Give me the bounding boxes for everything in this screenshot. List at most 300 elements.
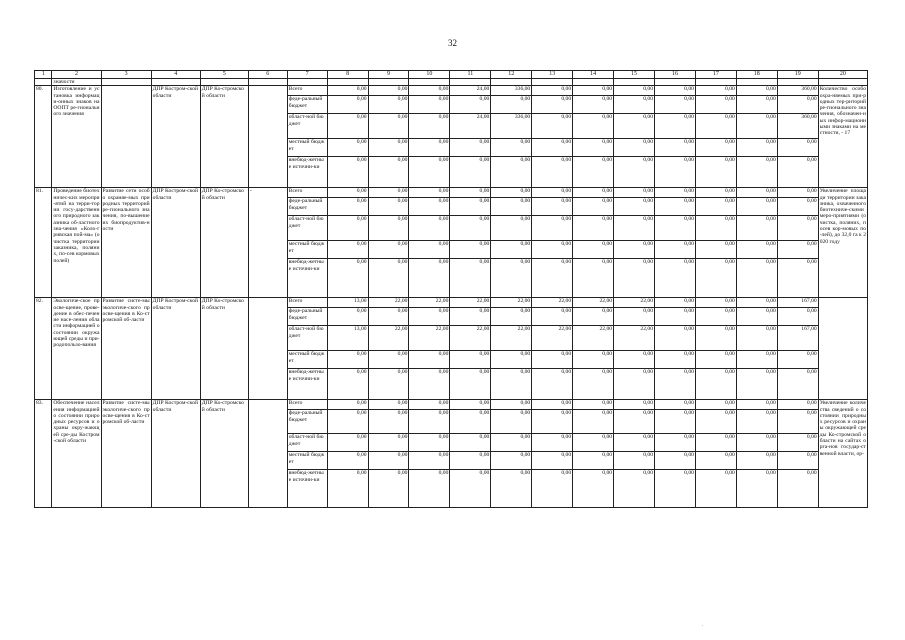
amount-cell: 0,00 [695, 369, 736, 400]
amount-cell: 0,00 [695, 216, 736, 241]
continuation-blank [655, 79, 696, 86]
funding-source: местный бюджет [287, 452, 327, 470]
amount-cell: 0,00 [736, 400, 777, 410]
amount-cell: 0,00 [491, 157, 532, 188]
co-executor: ДПР Ко-стромской области [200, 188, 248, 298]
amount-cell: 0,00 [573, 198, 614, 216]
executor: ДПР Костром-ской области [151, 298, 200, 400]
measure-name: Проведение биотехничес-ких меропри-ятий на терри-тории госу-дарственного природного заказника об-ластного зна-чения «Коло-гривская пой-ма» (очистка территории заказника, поляних, по-сев кормовых полей) [52, 188, 101, 298]
amount-cell: 0,00 [573, 259, 614, 298]
funding-source: област-ной бюджет [287, 114, 327, 139]
amount-cell: 0,00 [655, 351, 696, 369]
amount-cell: 0,00 [573, 410, 614, 434]
continuation-blank [818, 79, 867, 86]
amount-cell: 0,00 [695, 298, 736, 308]
amount-cell: 0,00 [655, 298, 696, 308]
funding-source: феде-ральный бюджет [287, 410, 327, 434]
amount-cell: 13,00 [327, 298, 368, 308]
column-6-cell: - [248, 188, 287, 298]
amount-cell: 0,00 [777, 351, 818, 369]
amount-cell: 22,00 [409, 298, 450, 308]
amount-cell: 0,00 [368, 139, 409, 157]
amount-cell: 0,00 [573, 308, 614, 326]
column-6-cell [248, 298, 287, 400]
funding-source: внебюд-жетные источни-ки [287, 259, 327, 298]
amount-cell: 22,00 [614, 298, 655, 308]
amount-cell: 0,00 [491, 434, 532, 452]
header-cell: 12 [491, 71, 532, 79]
row-number: 82. [35, 298, 52, 400]
amount-cell: 0,00 [655, 96, 696, 114]
amount-cell: 0,00 [327, 369, 368, 400]
amount-cell: 0,00 [573, 434, 614, 452]
funding-source: Всего [287, 298, 327, 308]
amount-cell: 0,00 [655, 308, 696, 326]
amount-cell: 0,00 [777, 470, 818, 508]
amount-cell: 0,00 [491, 198, 532, 216]
amount-cell: 24,00 [450, 86, 491, 96]
amount-cell: 0,00 [491, 351, 532, 369]
amount-cell: 0,00 [573, 369, 614, 400]
amount-cell: 0,00 [491, 369, 532, 400]
amount-cell: 0,00 [368, 351, 409, 369]
amount-cell: 0,00 [491, 410, 532, 434]
amount-cell: 0,00 [450, 308, 491, 326]
amount-cell: 0,00 [573, 400, 614, 410]
amount-cell: 0,00 [532, 410, 573, 434]
amount-cell: 0,00 [573, 216, 614, 241]
amount-cell: 0,00 [614, 369, 655, 400]
header-cell: 8 [327, 71, 368, 79]
co-executor: ДПР Ко-стромской области [200, 298, 248, 400]
continuation-blank [409, 79, 450, 86]
amount-cell: 0,00 [695, 139, 736, 157]
amount-cell: 0,00 [655, 452, 696, 470]
amount-cell: 0,00 [491, 259, 532, 298]
amount-cell: 0,00 [695, 114, 736, 139]
amount-cell: 0,00 [491, 241, 532, 259]
amount-cell: 0,00 [736, 452, 777, 470]
funding-source: област-ной бюджет [287, 434, 327, 452]
amount-cell: 0,00 [695, 434, 736, 452]
amount-cell: 0,00 [450, 157, 491, 188]
amount-cell: 0,00 [532, 198, 573, 216]
continuation-blank [35, 79, 52, 86]
amount-cell: 0,00 [532, 452, 573, 470]
budget-table [34, 70, 868, 508]
amount-cell: 0,00 [736, 198, 777, 216]
amount-cell: 0,00 [532, 434, 573, 452]
funding-source: област-ной бюджет [287, 216, 327, 241]
amount-cell: 0,00 [614, 470, 655, 508]
expected-result: Количество особо охра-няемых при-родных тер-риторий ре-гионального значения, обозначен-ных инфор-мационными знаками на местности, - 17 [818, 86, 867, 188]
amount-cell: 0,00 [695, 400, 736, 410]
amount-cell: 22,00 [532, 298, 573, 308]
row-number: 80. [35, 86, 52, 188]
amount-cell: 0,00 [409, 351, 450, 369]
co-executor: ДПР Ко-стромской области [200, 400, 248, 508]
amount-cell: 0,00 [368, 452, 409, 470]
expected-result: Увеличение количества сведений о состоянии природных ресурсов и охраны окружающей среды Ко-стромской области на сайтах орга-нов государ-ственной власти, ор- [818, 400, 867, 508]
amount-cell: 0,00 [491, 308, 532, 326]
header-cell: 18 [736, 71, 777, 79]
header-cell: 14 [573, 71, 614, 79]
amount-cell: 0,00 [614, 308, 655, 326]
amount-cell: 0,00 [327, 400, 368, 410]
amount-cell: 0,00 [450, 241, 491, 259]
amount-cell: 0,00 [736, 157, 777, 188]
amount-cell: 0,00 [368, 400, 409, 410]
header-cell: 3 [101, 71, 151, 79]
amount-cell: 0,00 [532, 216, 573, 241]
amount-cell: 0,00 [614, 198, 655, 216]
amount-cell: 0,00 [614, 410, 655, 434]
amount-cell: 0,00 [736, 351, 777, 369]
continuation-blank [573, 79, 614, 86]
measure-name: Обеспечение населения информацией о состоянии природных ресурсов и охраны окру-жающей сре-ды Костром-ской области [52, 400, 101, 508]
amount-cell: 22,00 [368, 326, 409, 351]
amount-cell: 0,00 [736, 470, 777, 508]
amount-cell: 22,00 [491, 298, 532, 308]
amount-cell: 0,00 [327, 410, 368, 434]
amount-cell: 0,00 [327, 114, 368, 139]
amount-cell: 0,00 [532, 157, 573, 188]
amount-cell: 0,00 [777, 96, 818, 114]
amount-cell: 0,00 [450, 96, 491, 114]
continuation-blank [736, 79, 777, 86]
amount-cell: 0,00 [736, 326, 777, 351]
header-cell: 19 [777, 71, 818, 79]
amount-cell: 0,00 [409, 96, 450, 114]
amount-cell: 0,00 [409, 452, 450, 470]
amount-cell: 0,00 [327, 308, 368, 326]
header-cell: 6 [248, 71, 287, 79]
amount-cell: 0,00 [532, 86, 573, 96]
header-cell: 7 [287, 71, 327, 79]
amount-cell: 0,00 [695, 326, 736, 351]
amount-cell: 0,00 [532, 400, 573, 410]
amount-cell: 0,00 [655, 241, 696, 259]
amount-cell: 0,00 [409, 198, 450, 216]
amount-cell: 0,00 [327, 259, 368, 298]
funding-source: внебюд-жетные источни-ки [287, 470, 327, 508]
amount-cell: 0,00 [614, 188, 655, 198]
header-cell: 16 [655, 71, 696, 79]
amount-cell: 22,00 [450, 326, 491, 351]
header-cell: 4 [151, 71, 200, 79]
amount-cell: 0,00 [532, 470, 573, 508]
amount-cell: 0,00 [450, 259, 491, 298]
amount-cell: 0,00 [368, 369, 409, 400]
expected-result [818, 298, 867, 400]
scan-mark: . [702, 623, 704, 628]
amount-cell: 0,00 [368, 157, 409, 188]
table-row [35, 298, 868, 308]
amount-cell: 0,00 [614, 351, 655, 369]
executor: ДПР Костром-ской области [151, 400, 200, 508]
executor: ДПР Костром-ской области [151, 86, 200, 188]
amount-cell: 0,00 [491, 139, 532, 157]
amount-cell: 0,00 [614, 139, 655, 157]
amount-cell: 0,00 [736, 188, 777, 198]
amount-cell: 0,00 [450, 452, 491, 470]
amount-cell: 0,00 [777, 259, 818, 298]
header-cell: 13 [532, 71, 573, 79]
amount-cell: 0,00 [327, 452, 368, 470]
amount-cell: 0,00 [614, 114, 655, 139]
header-cell: 11 [450, 71, 491, 79]
amount-cell: 0,00 [450, 216, 491, 241]
amount-cell: 0,00 [368, 470, 409, 508]
continuation-blank [151, 79, 200, 86]
amount-cell: 0,00 [655, 410, 696, 434]
amount-cell: 0,00 [409, 114, 450, 139]
continuation-blank [491, 79, 532, 86]
continuation-blank [450, 79, 491, 86]
amount-cell: 0,00 [777, 198, 818, 216]
amount-cell: 0,00 [695, 86, 736, 96]
amount-cell: 0,00 [450, 139, 491, 157]
header-cell: 9 [368, 71, 409, 79]
amount-cell: 0,00 [532, 308, 573, 326]
page-number: 32 [448, 38, 457, 48]
column-6-cell [248, 86, 287, 188]
table-row [35, 188, 868, 198]
amount-cell: 0,00 [450, 188, 491, 198]
funding-source: област-ной бюджет [287, 326, 327, 351]
amount-cell: 0,00 [532, 139, 573, 157]
amount-cell: 0,00 [368, 188, 409, 198]
funding-source: феде-ральный бюджет [287, 198, 327, 216]
amount-cell: 360,00 [777, 114, 818, 139]
expected-result: Увеличение площади территории заказника, охваченного биотехниче-скими меро-приятиями (очистка, поляних, посев кор-мовых по-лей), до 32,0 га к 2020 году [818, 188, 867, 298]
amount-cell: 0,00 [655, 157, 696, 188]
amount-cell: 0,00 [327, 351, 368, 369]
amount-cell: 0,00 [327, 470, 368, 508]
amount-cell: 0,00 [736, 369, 777, 400]
amount-cell: 0,00 [491, 400, 532, 410]
continuation-row [35, 79, 868, 86]
amount-cell: 22,00 [573, 326, 614, 351]
amount-cell: 336,00 [491, 114, 532, 139]
amount-cell: 0,00 [655, 188, 696, 198]
amount-cell: 0,00 [532, 369, 573, 400]
amount-cell: 0,00 [532, 259, 573, 298]
amount-cell: 0,00 [327, 241, 368, 259]
amount-cell: 0,00 [655, 434, 696, 452]
amount-cell: 0,00 [573, 470, 614, 508]
continuation-blank [614, 79, 655, 86]
header-cell: 5 [200, 71, 248, 79]
amount-cell: 22,00 [409, 326, 450, 351]
amount-cell: 0,00 [450, 369, 491, 400]
amount-cell: 0,00 [614, 96, 655, 114]
amount-cell: 0,00 [327, 157, 368, 188]
amount-cell: 13,00 [327, 326, 368, 351]
funding-source: внебюд-жетные источни-ки [287, 157, 327, 188]
amount-cell: 0,00 [736, 241, 777, 259]
amount-cell: 0,00 [450, 198, 491, 216]
amount-cell: 0,00 [655, 369, 696, 400]
amount-cell: 0,00 [327, 96, 368, 114]
amount-cell: 0,00 [777, 434, 818, 452]
amount-cell: 0,00 [777, 308, 818, 326]
amount-cell: 0,00 [736, 259, 777, 298]
table-row [35, 400, 868, 410]
amount-cell: 0,00 [695, 410, 736, 434]
amount-cell: 0,00 [695, 259, 736, 298]
funding-source: феде-ральный бюджет [287, 96, 327, 114]
header-cell: 2 [52, 71, 101, 79]
amount-cell: 0,00 [409, 157, 450, 188]
measure-purpose: Развитие систе-мы экологиче-ского просве-щения в Ко-стромской об-ласти [101, 400, 151, 508]
amount-cell: 0,00 [573, 157, 614, 188]
amount-cell: 0,00 [736, 434, 777, 452]
amount-cell: 0,00 [736, 139, 777, 157]
co-executor: ДПР Ко-стромской области [200, 86, 248, 188]
amount-cell: 0,00 [368, 198, 409, 216]
row-number: 81. [35, 188, 52, 298]
amount-cell: 0,00 [614, 400, 655, 410]
header-cell: 15 [614, 71, 655, 79]
amount-cell: 0,00 [532, 241, 573, 259]
amount-cell: 0,00 [614, 452, 655, 470]
amount-cell: 0,00 [655, 114, 696, 139]
amount-cell: 0,00 [409, 434, 450, 452]
amount-cell: 0,00 [777, 188, 818, 198]
amount-cell: 0,00 [491, 188, 532, 198]
amount-cell: 0,00 [327, 434, 368, 452]
amount-cell: 0,00 [777, 452, 818, 470]
header-cell: 17 [695, 71, 736, 79]
amount-cell: 0,00 [409, 86, 450, 96]
amount-cell: 0,00 [777, 139, 818, 157]
amount-cell: 0,00 [491, 216, 532, 241]
amount-cell: 0,00 [368, 410, 409, 434]
table-row [35, 86, 868, 96]
continuation-blank [327, 79, 368, 86]
continuation-blank [777, 79, 818, 86]
amount-cell: 0,00 [655, 216, 696, 241]
funding-source: феде-ральный бюджет [287, 308, 327, 326]
amount-cell: 0,00 [777, 369, 818, 400]
amount-cell: 0,00 [491, 452, 532, 470]
amount-cell: 0,00 [532, 188, 573, 198]
amount-cell: 0,00 [614, 241, 655, 259]
amount-cell: 0,00 [368, 434, 409, 452]
amount-cell: 0,00 [327, 139, 368, 157]
amount-cell: 0,00 [327, 86, 368, 96]
amount-cell: 0,00 [450, 470, 491, 508]
column-6-cell [248, 400, 287, 508]
amount-cell: 22,00 [532, 326, 573, 351]
amount-cell: 0,00 [368, 96, 409, 114]
amount-cell: 22,00 [450, 298, 491, 308]
amount-cell: 0,00 [573, 241, 614, 259]
amount-cell: 0,00 [450, 434, 491, 452]
amount-cell: 0,00 [777, 216, 818, 241]
amount-cell: 0,00 [695, 198, 736, 216]
amount-cell: 0,00 [736, 86, 777, 96]
amount-cell: 0,00 [736, 298, 777, 308]
amount-cell: 0,00 [409, 369, 450, 400]
amount-cell: 0,00 [532, 114, 573, 139]
header-row [35, 71, 868, 79]
amount-cell: 0,00 [655, 198, 696, 216]
amount-cell: 0,00 [695, 351, 736, 369]
amount-cell: 0,00 [573, 96, 614, 114]
amount-cell: 0,00 [573, 351, 614, 369]
amount-cell: 0,00 [573, 114, 614, 139]
amount-cell: 0,00 [409, 188, 450, 198]
executor: ДПР Костром-ской области [151, 188, 200, 298]
amount-cell: 0,00 [327, 216, 368, 241]
amount-cell: 0,00 [736, 216, 777, 241]
measure-name: Экологиче-ское просве-щение, прове-дение в обес-печение насе-ления области информацией о состоянии окружающей среды и при-родопользо-вания [52, 298, 101, 400]
amount-cell: 0,00 [409, 410, 450, 434]
amount-cell: 0,00 [532, 96, 573, 114]
amount-cell: 0,00 [409, 470, 450, 508]
amount-cell: 0,00 [736, 114, 777, 139]
amount-cell: 0,00 [614, 86, 655, 96]
amount-cell: 0,00 [409, 308, 450, 326]
funding-source: местный бюджет [287, 241, 327, 259]
amount-cell: 0,00 [777, 400, 818, 410]
amount-cell: 0,00 [573, 452, 614, 470]
amount-cell: 0,00 [450, 410, 491, 434]
amount-cell: 22,00 [573, 298, 614, 308]
funding-source: Всего [287, 188, 327, 198]
amount-cell: 0,00 [368, 216, 409, 241]
amount-cell: 0,00 [736, 410, 777, 434]
amount-cell: 0,00 [695, 470, 736, 508]
amount-cell: 0,00 [655, 470, 696, 508]
amount-cell: 0,00 [695, 157, 736, 188]
amount-cell: 336,00 [491, 86, 532, 96]
amount-cell: 0,00 [614, 157, 655, 188]
amount-cell: 0,00 [695, 188, 736, 198]
amount-cell: 0,00 [368, 114, 409, 139]
amount-cell: 0,00 [573, 139, 614, 157]
amount-cell: 0,00 [409, 216, 450, 241]
funding-source: местный бюджет [287, 139, 327, 157]
amount-cell: 22,00 [491, 326, 532, 351]
amount-cell: 24,00 [450, 114, 491, 139]
amount-cell: 0,00 [368, 86, 409, 96]
measure-purpose: Развитие систе-мы экологиче-ского просве-щения в Ко-стромской об-ласти [101, 298, 151, 400]
amount-cell: 0,00 [777, 157, 818, 188]
measure-purpose [101, 86, 151, 188]
amount-cell: 0,00 [573, 86, 614, 96]
amount-cell: 0,00 [409, 241, 450, 259]
continuation-blank [532, 79, 573, 86]
amount-cell: 0,00 [327, 198, 368, 216]
continuation-blank [248, 79, 287, 86]
amount-cell: 0,00 [450, 351, 491, 369]
amount-cell: 22,00 [368, 298, 409, 308]
amount-cell: 0,00 [368, 259, 409, 298]
amount-cell: 0,00 [491, 470, 532, 508]
row-number: 83. [35, 400, 52, 508]
continuation-blank [287, 79, 327, 86]
funding-source: Всего [287, 400, 327, 410]
amount-cell: 0,00 [736, 96, 777, 114]
continuation-blank [695, 79, 736, 86]
amount-cell: 0,00 [614, 434, 655, 452]
amount-cell: 360,00 [777, 86, 818, 96]
amount-cell: 0,00 [614, 259, 655, 298]
amount-cell: 0,00 [368, 241, 409, 259]
